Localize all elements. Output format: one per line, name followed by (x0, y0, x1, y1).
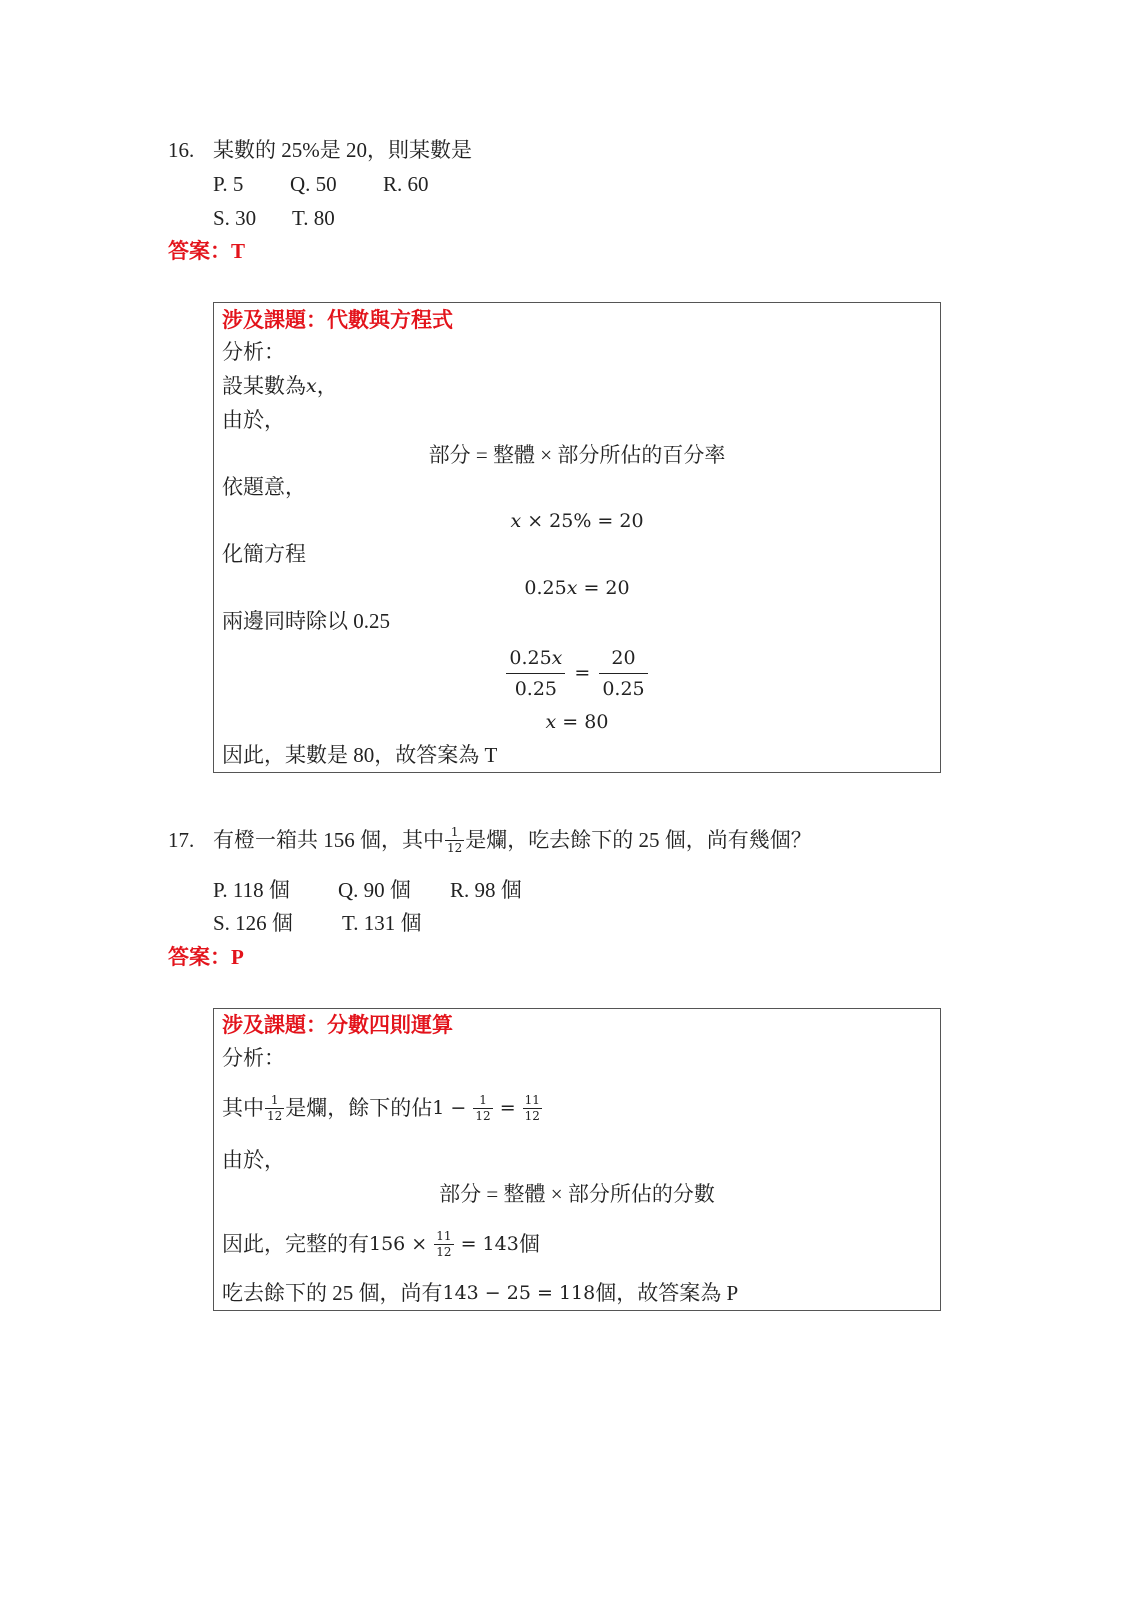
equation-rest: × 25% = 20 (521, 510, 644, 532)
divide-statement (222, 606, 390, 636)
equation-rest: = 80 (556, 711, 609, 733)
option-label: R. 60 (383, 172, 429, 196)
fraction-numerator: 1 (265, 1093, 284, 1109)
fraction-formula (213, 1179, 941, 1209)
option-label: S. 30 (213, 206, 257, 230)
fraction-denominator: 0.25 (514, 677, 558, 700)
coefficient: 0.25 (509, 646, 552, 669)
fraction-denominator: 12 (475, 1108, 491, 1123)
topic-text: 涉及課題：代數與方程式 (222, 308, 453, 332)
since-statement (222, 405, 285, 435)
question-17-number (168, 820, 194, 860)
rotten-fraction-line (222, 1088, 543, 1128)
fraction-right (599, 643, 647, 704)
question-number: 17. (168, 828, 195, 852)
rot-middle: 是爛，餘下的佔 (285, 1096, 433, 1120)
let-statement (222, 371, 338, 401)
option-s (213, 203, 256, 233)
remaining-fraction (523, 1093, 542, 1124)
formula-text: 部分 = 整體 × 部分所佔的分數 (439, 1182, 715, 1206)
remain-expression: 143 − 25 = 118 (442, 1282, 596, 1304)
fraction-left (506, 643, 565, 704)
whole-unit: 個 (518, 1232, 540, 1256)
division-equation (213, 642, 941, 704)
analysis-text: 分析： (222, 340, 285, 364)
whole-prefix: 因此，完整的有 (222, 1232, 369, 1256)
fraction-denominator: 12 (447, 840, 463, 855)
variable-x: x (566, 577, 578, 599)
question-17-analysis-box (213, 1008, 941, 1311)
fraction-numerator: 20 (599, 643, 647, 674)
fraction-numerator: 11 (436, 1228, 452, 1243)
answer-text: 答案：P (168, 945, 244, 969)
topic-heading (222, 1010, 453, 1040)
by-question-text: 依題意， (222, 475, 306, 499)
remain-prefix: 吃去餘下的 25 個，尚有 (222, 1281, 443, 1305)
fraction-numerator: 1 (473, 1093, 492, 1109)
option-q (338, 875, 411, 905)
equation-rest: = 20 (577, 577, 630, 599)
variable-x: x (510, 510, 522, 532)
topic-text: 涉及課題：分數四則運算 (222, 1013, 453, 1037)
result-equation (213, 707, 941, 737)
option-t (292, 203, 335, 233)
option-label: T. 131 個 (342, 911, 422, 935)
variable-x: x (545, 711, 557, 733)
equation-2 (213, 573, 941, 603)
by-question-statement (222, 472, 306, 502)
rot-fraction-2 (473, 1093, 492, 1124)
whole-count-line (222, 1224, 540, 1264)
option-s (213, 908, 293, 938)
option-label: P. 118 個 (213, 878, 290, 902)
option-label: S. 126 個 (213, 911, 293, 935)
analysis-heading (222, 337, 285, 367)
formula-text: 部分 = 整體 × 部分所佔的百分率 (428, 443, 726, 467)
stem-before: 有橙一箱共 156 個，其中 (213, 828, 444, 852)
divide-text: 兩邊同時除以 0.25 (222, 609, 390, 633)
rot-prefix: 其中 (222, 1096, 264, 1120)
option-t (342, 908, 422, 938)
option-r (383, 169, 429, 199)
option-label: Q. 50 (290, 172, 337, 196)
let-suffix: ， (316, 374, 338, 398)
conclusion-statement (222, 740, 497, 770)
analysis-text: 分析： (222, 1046, 285, 1070)
remain-suffix: 個，故答案為 P (595, 1281, 739, 1305)
whole-result: = 143 (454, 1233, 519, 1255)
fraction-numerator: 11 (524, 1092, 540, 1107)
stem-after: 是爛，吃去餘下的 25 個，尚有幾個？ (465, 828, 812, 852)
simplify-statement (222, 539, 306, 569)
fraction-denominator: 0.25 (602, 677, 645, 700)
coefficient: 0.25 (524, 577, 567, 599)
whole-fraction (434, 1229, 453, 1260)
option-r (450, 875, 522, 905)
option-q (290, 169, 337, 199)
option-label: Q. 90 個 (338, 878, 411, 902)
question-17-answer (168, 942, 244, 972)
equation-1 (213, 506, 941, 536)
option-p (213, 875, 290, 905)
remaining-line (222, 1278, 738, 1308)
question-16-number (168, 135, 194, 165)
variable-x: x (306, 375, 317, 397)
analysis-heading (222, 1043, 285, 1073)
rot-expression: 1 − (432, 1097, 473, 1119)
conclusion-text: 因此，某數是 80，故答案為 T (222, 743, 498, 767)
whole-expression: 156 × (369, 1233, 434, 1255)
question-16-answer (168, 236, 245, 266)
fraction-numerator (506, 643, 565, 674)
fraction-denominator: 12 (436, 1244, 452, 1259)
question-stem: 某數的 25%是 20，則某數是 (213, 138, 472, 162)
question-number: 16. (168, 138, 195, 162)
since-text: 由於， (222, 408, 285, 432)
variable-x: x (551, 646, 563, 669)
percent-formula (213, 440, 941, 470)
fraction-numerator: 1 (445, 825, 464, 841)
let-prefix: 設某數為 (222, 374, 306, 398)
option-label: T. 80 (292, 206, 335, 230)
equals-sign: = (574, 662, 591, 684)
option-label: P. 5 (213, 172, 244, 196)
answer-text: 答案：T (168, 239, 246, 263)
question-17-stem (213, 820, 812, 860)
rot-fraction (265, 1093, 284, 1124)
fraction-denominator: 12 (267, 1108, 283, 1123)
fraction-denominator: 12 (524, 1108, 540, 1123)
equals-sign: = (493, 1097, 522, 1119)
since-statement (222, 1145, 285, 1175)
question-16-stem (213, 135, 472, 165)
since-text: 由於， (222, 1148, 285, 1172)
topic-heading (222, 305, 453, 335)
option-p (213, 169, 243, 199)
simplify-text: 化簡方程 (222, 542, 306, 566)
stem-fraction (445, 825, 464, 856)
option-label: R. 98 個 (450, 878, 522, 902)
